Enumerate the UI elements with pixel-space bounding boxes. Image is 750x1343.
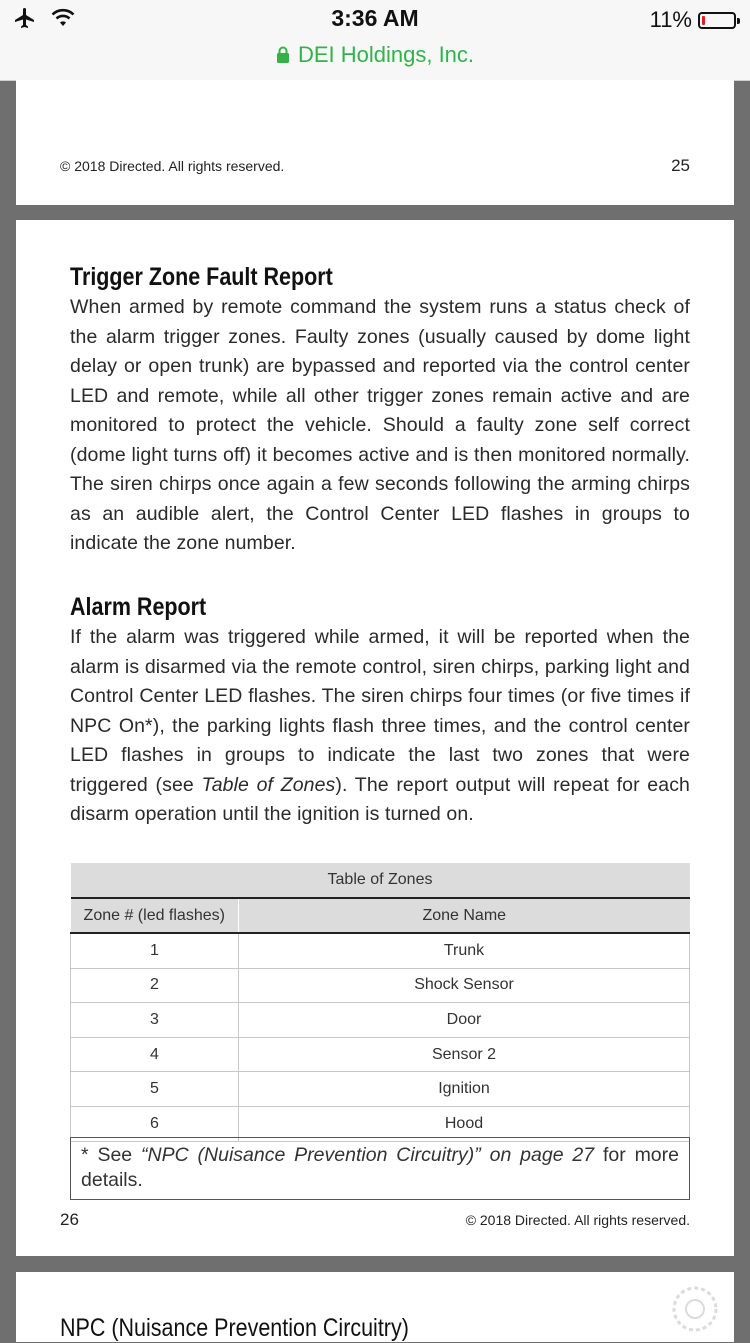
page-number: 25 <box>671 156 690 175</box>
url-text: DEI Holdings, Inc. <box>297 42 475 67</box>
page-footer <box>60 1210 690 1230</box>
table-header-row <box>71 898 690 933</box>
pdf-page-26 <box>16 220 734 1256</box>
section-alarm-report <box>70 592 690 830</box>
pdf-page-25 <box>16 80 734 205</box>
column-header: Zone Name <box>239 898 690 933</box>
note-prefix: * See <box>81 1144 142 1166</box>
zone-name: Sensor 2 <box>239 1037 690 1072</box>
table-row <box>71 968 690 1003</box>
section-heading: Trigger Zone Fault Report <box>70 263 333 291</box>
copyright: © 2018 Directed. All rights reserved. <box>60 158 285 174</box>
battery-icon <box>698 12 736 29</box>
page-footer <box>60 156 690 176</box>
section-heading: Alarm Report <box>70 593 207 621</box>
battery-level <box>702 16 705 25</box>
table-row <box>71 1106 690 1141</box>
table-caption-row <box>71 863 690 898</box>
zone-name: Hood <box>239 1106 690 1141</box>
table-row <box>71 933 690 968</box>
zone-number: 5 <box>71 1072 239 1107</box>
zone-name: Door <box>239 1003 690 1038</box>
table-caption: Table of Zones <box>71 863 690 898</box>
zone-number: 2 <box>71 968 239 1003</box>
table-row <box>71 1003 690 1038</box>
body-text: If the alarm was triggered while armed, it will be reported when the alarm is disarmed via the remote control, siren chirps, parking light and Control Center LED flashes. The siren chirps four times (or five times if NPC On*), the parking lights flash three times, and the control center LED flashes in groups to indicate the last two zones that were triggered (see <box>70 626 690 796</box>
copyright: © 2018 Directed. All rights reserved. <box>465 1212 690 1228</box>
table-reference: Table of Zones <box>201 773 336 796</box>
table-row <box>71 1072 690 1107</box>
section-heading: NPC (Nuisance Prevention Circuitry) <box>60 1314 409 1342</box>
section-body: When armed by remote command the system runs a status check of the alarm trigger zones. Faulty zones (usually caused by dome light delay or open trunk) are bypassed and reported via the control center LED and remote, while all other trigger zones remain active and are monitored to protect the vehicle. Should a faulty zone self correct (dome light turns off) it becomes active and is then monitored normally. The siren chirps once again a few seconds following the arming chirps as an audible alert, the Control Center LED flashes in groups to indicate the zone number. <box>70 296 690 554</box>
zone-name: Ignition <box>239 1072 690 1107</box>
zone-number: 3 <box>71 1003 239 1038</box>
zone-number: 6 <box>71 1106 239 1141</box>
zone-name: Trunk <box>239 933 690 968</box>
table-of-zones <box>70 863 690 1142</box>
zone-number: 4 <box>71 1037 239 1072</box>
clock: 3:36 AM <box>331 5 419 31</box>
note-suffix: for more details. <box>81 1144 679 1191</box>
section-trigger-zone <box>70 262 690 559</box>
watermark-icon <box>670 1284 720 1334</box>
battery-percent: 11% <box>649 7 692 32</box>
battery-status <box>650 7 736 33</box>
address-bar[interactable] <box>0 42 750 68</box>
section-body <box>70 623 690 830</box>
page-number: 26 <box>60 1210 79 1229</box>
npc-page-reference[interactable]: “NPC (Nuisance Prevention Circuitry)” on page 27 <box>141 1144 595 1166</box>
pdf-page-27 <box>16 1272 734 1342</box>
lock-icon <box>276 46 290 64</box>
npc-footnote <box>70 1137 690 1200</box>
table-row <box>71 1037 690 1072</box>
column-header: Zone # (led flashes) <box>71 898 239 933</box>
zone-name: Shock Sensor <box>239 968 690 1003</box>
status-bar <box>0 0 750 81</box>
body-text: ). The report output will repeat for each disarm operation until the ignition is turned on. <box>70 773 690 825</box>
zone-number: 1 <box>71 933 239 968</box>
